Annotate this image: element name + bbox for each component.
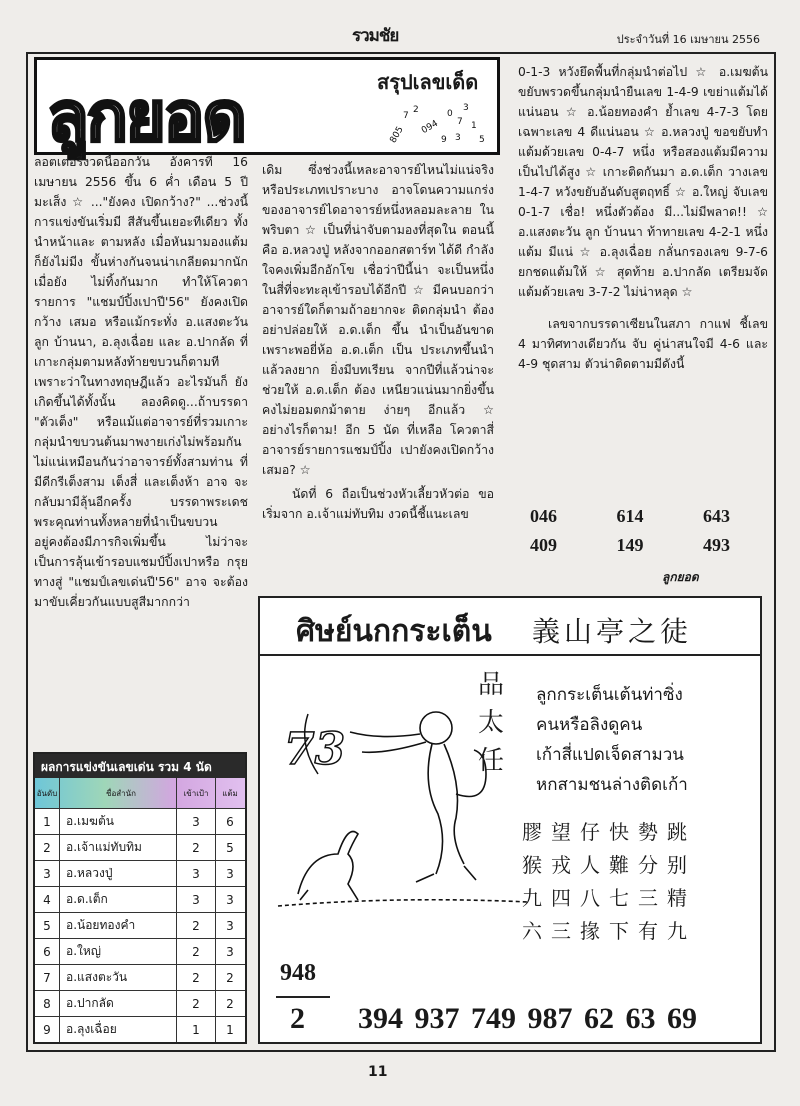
table-row xyxy=(35,808,245,834)
pick-number: 046 xyxy=(530,506,557,526)
svg-text:5: 5 xyxy=(479,135,485,145)
rank-cell: 6 xyxy=(35,939,60,964)
hits-cell: 1 xyxy=(177,1017,216,1042)
svg-text:7: 7 xyxy=(403,111,409,121)
hits-cell: 3 xyxy=(177,809,216,834)
page-number: 11 xyxy=(368,1064,388,1080)
name-cell: อ.เมฆต้น xyxy=(60,809,177,834)
rank-cell: 3 xyxy=(35,861,60,886)
pick-number: 614 xyxy=(616,506,644,526)
masthead-subtitle: สรุปเลขเด็ด xyxy=(377,70,479,94)
rank-cell: 4 xyxy=(35,887,60,912)
points-cell: 1 xyxy=(226,1022,234,1037)
rank-cell: 1 xyxy=(35,809,60,834)
article-column-3 xyxy=(518,62,768,374)
points-cell: 3 xyxy=(226,918,234,933)
hits-cell: 3 xyxy=(177,861,216,886)
svg-text:3: 3 xyxy=(455,133,461,143)
rank-cell: 8 xyxy=(35,991,60,1016)
table-row xyxy=(35,834,245,860)
illustration-number: 73 xyxy=(284,724,346,775)
standings-table xyxy=(33,752,247,1044)
name-cell: อ.แสงตะวัน xyxy=(60,965,177,990)
table-row xyxy=(35,990,245,1016)
number-swirl-icon xyxy=(387,98,491,146)
pick-number: 643 xyxy=(703,506,730,526)
side-char: 太 xyxy=(478,708,505,738)
masthead xyxy=(34,57,500,155)
rank-cell: 9 xyxy=(35,1017,60,1042)
side-chinese-characters xyxy=(478,666,504,780)
hits-cell: 2 xyxy=(177,939,216,964)
name-cell: อ.ใหญ่ xyxy=(60,939,177,964)
hits-cell: 3 xyxy=(177,887,216,912)
svg-text:1: 1 xyxy=(471,121,477,131)
rhyme-line: คนหรือลิงดูคน xyxy=(536,715,643,735)
table-row xyxy=(35,912,245,938)
standings-title: ผลการแข่งขันเลขเด่น รวม 4 นัด xyxy=(35,754,245,778)
pick-number: 409 xyxy=(530,535,557,555)
lotto-numbers: 394 937 749 987 62 63 69 xyxy=(358,1002,697,1035)
rhyme-line: เก้าสี่แปดเจ็ดสามวน xyxy=(536,745,684,765)
masthead-title: ลูกยอด xyxy=(47,78,245,157)
table-row xyxy=(35,886,245,912)
table-row xyxy=(35,860,245,886)
article-column-2 xyxy=(262,160,494,524)
article-paragraph: ลอตเตอรี่งวดนี้ออกวัน อังคารที่ 16 เมษายน 2556 ขึ้น 6 ค่ำ เดือน 5 ปีมะเส็ง ☆ ..."ยังคง เปิดกว้าง?" ...ช่วงนี้การแข่งขันเริ่มมี สีสันขึ้นเยอะทีเดียว ทั้งนำหน้าและ ตามหลัง เมื่อหันมามองแต้มก็ยังไม่มีง ขั้นห่างกันจนน่าเกลียดมากนัก เมื่อยัง ไม่ทิ้งกันมาก ทำให้โควตารายการ "แชมป์ปิ้งเปาปี'56" ยังคงเปิดกว้าง เสมอ หรือแม้กระทั่ง อ.แสงตะวัน ลูก บ้านนา, อ.ลุงเฉื่อย และ อ.ปากลัด ที่ เกาะกลุ่มตามหลังท้ายขบวนก็ตามที เพราะว่าในทางทฤษฎีแล้ว อะไรมันก็ ยังเกิดขึ้นได้ทั้งนั้น ลองคิดดู...ถ้าบรรดา "ตัวเต็ง" หรือแม้แต่อาจารย์ที่รวมเกาะ กลุ่มนำขบวนต้นมาพงายเก่งไม่พร้อมกัน ไม่แน่เหมือนกันว่าอาจารย์ทั้งสามท่าน ที่มีดีกรีเต็งสาม เต็งสี่ และเต็งห้า อาจ จะกลับมามีลุ้นอีกครั้ง บรรดาพระเดช พระคุณท่านทั้งหลายที่นำเป็นขบวน อยู่คงต้องมีภารกิจเพิ่มขึ้น ไม่ว่าจะ เป็นการลุ้นเข้ารอบแชมป์ปิ้งเปาหรือ กรุยทางสู่ "แชมป์เลขเด่นปี'56" อาจ จะต้องมาขับเคี่ยวกันแบบสูสีมากกว่า xyxy=(34,155,248,609)
table-row xyxy=(35,1016,245,1042)
hits-cell: 2 xyxy=(177,913,216,938)
brand-logo: รวมชัย xyxy=(352,26,399,46)
lotto-top-number: 948 xyxy=(280,960,316,986)
verse-line: 六三掾下有九 xyxy=(522,919,696,943)
article-paragraph: 0-1-3 หวังยึดพื้นที่กลุ่มนำต่อไป ☆ อ.เมฆต้น ขยับพรวดขึ้นกลุ่มนำยืนเลข 1-4-9 เขย่าแต้มได้แน่นอน ☆ อ.น้อยทองคำ ย้ำเลข 4-7-3 โดย เฉพาะเลข 4 ดีแน่นอน ☆ อ.หลวงปู่ ขอขยับทำแต้มด้วยเลข 0-4-7 หนึ่ง หรือสองแต้มมีความเป็นไปได้สูง ☆ เกาะติดกันมา อ.ด.เต็ก วางเลข 1-4-7 หวังขยับอันดับสูตฤทธิ์ ☆ อ.ใหญ่ จับเลข 0-1-7 เชื่อ! หนึ่งตัวต้อง มี...ไม่มีพลาด!! ☆ อ.แสงตะวัน ลูก บ้านนา ท้าทายเลข 4-2-1 หนึ่งแต้ม มีแน่ ☆ อ.ลุงเฉื่อย กลั่นกรองเลข 9-7-6 ยกชดแต้มให้ ☆ สุดท้าย อ.ปากลัด เตรียมจัดแต้มด้วยเลข 3-7-2 ไม่น่าหลุด ☆ xyxy=(518,65,768,299)
header-name: ชื่อสำนัก xyxy=(60,778,177,808)
author-signature: ลูกยอด xyxy=(662,570,699,584)
name-cell: อ.เจ้าแม่ทับทิม xyxy=(60,835,177,860)
rank-cell: 5 xyxy=(35,913,60,938)
issue-date: ประจำวันที่ 16 เมษายน 2556 xyxy=(616,33,760,46)
rank-cell: 2 xyxy=(35,835,60,860)
svg-text:805: 805 xyxy=(388,125,406,145)
lotto-divider xyxy=(276,996,330,998)
thai-rhyme xyxy=(536,680,736,800)
hits-cell: 2 xyxy=(177,991,216,1016)
verse-line: 九四八七三精 xyxy=(522,886,696,910)
panel-header xyxy=(260,598,760,656)
side-char: 任 xyxy=(478,746,505,776)
panel-chinese-title: 義山亭之徒 xyxy=(532,615,693,648)
article-paragraph: เดิม ซึ่งช่วงนี้เหละอาจารย์ไหนไม่แน่จริง หรือประเภทเปราะบาง อาจโดนความแกร่ง ของอาจารย์ไดอาจารย์หนึ่งหลอมละลาย ในพริบตา ☆ เป็นที่น่าจับตามองที่สุดใน ตอนนี้คือ อ.หลวงปู่ หลังจากออกสตาร์ท ได้ดี กำลังใจคงเพิ่มอีกอักโข เชื่อว่าปีนี้น่า จะเป็นหนึ่งในสี่ที่จะทะลุเข้ารอบได้อีกปี ☆ มีคนบอกว่าอาจารย์ใดก็ตามถ้าอยากจะ ติดกลุ่มนำ ต้องอย่าปล่อยให้ อ.ด.เต็ก ขึ้น นำเป็นอันขาด เพราะพอยี่ห้อ อ.ด.เต็ก เป็น ประเภทขึ้นนำแล้วลงยาก ยิ่งมีบทเรียน จากปีที่แล้วน่าจะช่วยให้ อ.ด.เต็ก ต้อง เหนียวแน่นมากยิ่งขึ้น คงไม่ยอมตกม้าตาย ง่ายๆ อีกแล้ว ☆ อย่างไรก็ตาม! อีก 5 นัด ที่เหลือ โควตาสี่อาจารย์รายการแชมป์ปิ้ง เปายังคงเปิดกว้างเสมอ? ☆ xyxy=(262,163,494,477)
points-cell: 3 xyxy=(226,866,234,881)
verse-line: 膠望仔快勢跳 xyxy=(522,820,696,844)
points-cell: 2 xyxy=(226,970,234,985)
picks-row xyxy=(530,506,730,527)
article-column-1 xyxy=(34,152,248,612)
points-cell: 2 xyxy=(226,996,234,1011)
name-cell: อ.ลุงเฉื่อย xyxy=(60,1017,177,1042)
picks-row xyxy=(530,535,730,556)
hits-cell: 2 xyxy=(177,965,216,990)
rhyme-line: หกสามชนล่างติดเก้า xyxy=(536,775,688,795)
table-row xyxy=(35,964,245,990)
svg-text:3: 3 xyxy=(463,103,469,113)
points-cell: 5 xyxy=(226,840,234,855)
points-cell: 3 xyxy=(226,892,234,907)
standings-header xyxy=(35,778,245,808)
article-paragraph: นัดที่ 6 ถือเป็นช่วงหัวเลี้ยวหัวต่อ ขอเริ่มจาก อ.เจ้าแม่ทับทิม งวดนี้ชี้แนะเลข xyxy=(262,487,494,521)
svg-text:2: 2 xyxy=(413,105,419,115)
points-cell: 6 xyxy=(226,814,234,829)
svg-text:7: 7 xyxy=(457,117,463,127)
name-cell: อ.หลวงปู่ xyxy=(60,861,177,886)
svg-text:9: 9 xyxy=(441,135,447,145)
points-cell: 3 xyxy=(226,944,234,959)
verse-line: 猴戎人難分别 xyxy=(522,853,696,877)
chinese-verse xyxy=(522,816,696,948)
article-paragraph: เลขจากบรรดาเซียนในสภา กาแฟ ชี้เลข 4 มาทิศทางเดียวกัน จับ คู่น่าสนใจมี 4-6 และ 4-9 ชุดสาม ตัวน่าติดตามมีดังนี้ xyxy=(518,317,768,371)
picks-grid xyxy=(530,506,730,564)
panel-title: ศิษย์นกกระเต็น xyxy=(296,614,492,649)
name-cell: อ.ด.เต็ก xyxy=(60,887,177,912)
pick-number: 493 xyxy=(703,535,730,555)
pick-number: 149 xyxy=(616,535,644,555)
lotto-numbers-row xyxy=(290,1002,697,1036)
header-rank: อันดับ xyxy=(35,778,60,808)
svg-text:094: 094 xyxy=(420,118,440,137)
rank-cell: 7 xyxy=(35,965,60,990)
svg-text:0: 0 xyxy=(447,109,453,119)
rhyme-line: ลูกกระเต็นเต้นท่าซิ่ง xyxy=(536,685,683,705)
side-char: 品 xyxy=(478,670,505,700)
name-cell: อ.น้อยทองคำ xyxy=(60,913,177,938)
hits-cell: 2 xyxy=(177,835,216,860)
header-points: แต้ม xyxy=(222,788,238,798)
header-hits: เข้าเป้า xyxy=(177,778,216,808)
table-row xyxy=(35,938,245,964)
name-cell: อ.ปากลัด xyxy=(60,991,177,1016)
prediction-panel xyxy=(258,596,762,1044)
lotto-bottom-number: 2 xyxy=(290,1002,305,1035)
